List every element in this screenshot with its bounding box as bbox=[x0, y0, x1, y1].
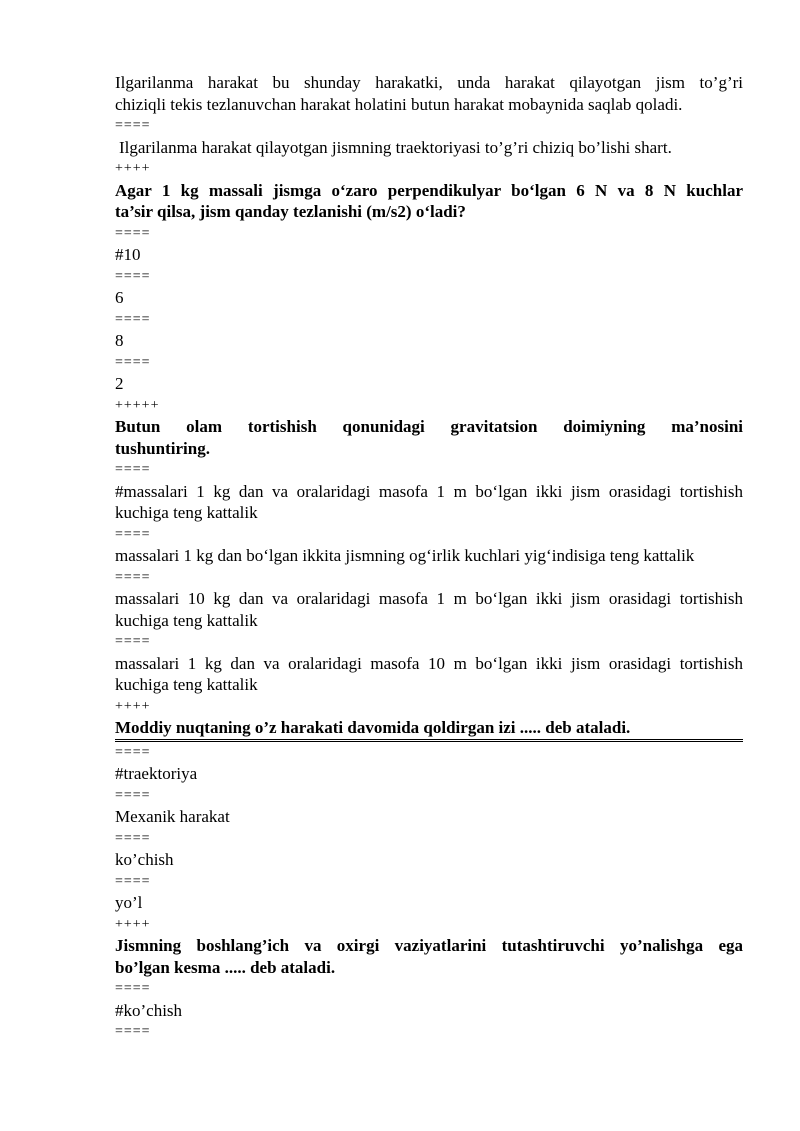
separator-marker: ==== bbox=[115, 830, 151, 846]
text-line: #traektoriya bbox=[115, 764, 198, 783]
text-line: ko’chish bbox=[115, 850, 174, 869]
separator-marker: ==== bbox=[115, 1024, 151, 1039]
text-line: tushuntiring. bbox=[115, 438, 210, 458]
text-line: 2 bbox=[115, 374, 124, 393]
separator-marker: ==== bbox=[115, 354, 151, 370]
question-text bbox=[115, 416, 743, 459]
text-line: yo’l bbox=[115, 893, 143, 912]
text-line: #ko’chish bbox=[115, 1000, 183, 1020]
text-line: kuchiga teng kattalik bbox=[115, 503, 258, 522]
question-text bbox=[115, 180, 743, 223]
answer-text bbox=[115, 481, 743, 524]
separator-marker: ++++ bbox=[115, 916, 151, 932]
answer-text bbox=[115, 244, 743, 266]
text-line: 6 bbox=[115, 288, 124, 307]
text-line: bo’lgan kesma ..... deb ataladi. bbox=[115, 957, 336, 977]
separator-marker: +++++ bbox=[115, 397, 160, 413]
answer-text bbox=[115, 653, 743, 696]
text-line: #10 bbox=[115, 245, 141, 264]
question-text bbox=[115, 717, 743, 742]
text-line: Mexanik harakat bbox=[115, 807, 230, 826]
text-line: Moddiy nuqtaning o’z harakati davomida qoldirgan izi ..... deb ataladi. bbox=[115, 717, 743, 742]
separator-marker: ==== bbox=[115, 569, 151, 585]
text-line: Jismning boshlang’ich va oxirgi vaziyatlarini tutashtiruvchi yo’nalishga ega bbox=[115, 936, 743, 955]
text-line: Butun olam tortishish qonunidagi gravitatsion doimiyning ma’nosini bbox=[115, 417, 743, 436]
separator-marker: ++++ bbox=[115, 698, 151, 714]
answer-text bbox=[115, 330, 743, 352]
separator-marker: ++++ bbox=[115, 161, 151, 176]
text-line: Agar 1 kg massali jismga o‘zaro perpendikulyar bo‘lgan 6 N va 8 N kuchlar bbox=[115, 180, 743, 200]
text-line: chiziqli tekis tezlanuvchan harakat holatini butun harakat mobaynida saqlab qoladi. bbox=[115, 94, 683, 114]
text-line: #massalari 1 kg dan va oralaridagi masofa 1 m bo‘lgan ikki jism orasidagi tortishish bbox=[115, 481, 743, 501]
separator-marker: ==== bbox=[115, 526, 151, 542]
text-line: massalari 10 kg dan va oralaridagi masofa 1 m bo‘lgan ikki jism orasidagi tortishish bbox=[115, 589, 743, 608]
separator-marker: ==== bbox=[115, 981, 151, 996]
text-line: kuchiga teng kattalik bbox=[115, 610, 258, 630]
answer-text bbox=[115, 72, 743, 115]
answer-text bbox=[115, 373, 743, 395]
answer-text bbox=[115, 849, 743, 871]
answer-text bbox=[115, 892, 743, 914]
text-line: massalari 1 kg dan bo‘lgan ikkita jismning og‘irlik kuchlari yig‘indisiga teng kattalik bbox=[115, 546, 695, 565]
answer-text bbox=[115, 545, 743, 567]
separator-marker: ==== bbox=[115, 744, 151, 760]
text-line: ta’sir qilsa, jism qanday tezlanishi (m/s2) o‘ladi? bbox=[115, 202, 466, 221]
answer-text bbox=[115, 1000, 743, 1022]
separator-marker: ==== bbox=[115, 634, 151, 649]
text-line: Ilgarilanma harakat qilayotgan jismning traektoriyasi to’g’ri chiziq bo’lishi shart. bbox=[119, 137, 672, 157]
text-line: kuchiga teng kattalik bbox=[115, 675, 258, 694]
separator-marker: ==== bbox=[115, 873, 151, 889]
text-line: Ilgarilanma harakat bu shunday harakatki, unda harakat qilayotgan jism to’g’ri bbox=[115, 73, 743, 92]
separator-marker: ==== bbox=[115, 462, 151, 477]
separator-marker: ==== bbox=[115, 311, 151, 327]
answer-text bbox=[115, 137, 743, 159]
separator-marker: ==== bbox=[115, 118, 151, 133]
text-line: massalari 1 kg dan va oralaridagi masofa 10 m bo‘lgan ikki jism orasidagi tortishish bbox=[115, 653, 743, 673]
answer-text bbox=[115, 588, 743, 631]
question-text bbox=[115, 935, 743, 978]
separator-marker: ==== bbox=[115, 787, 151, 803]
text-line: 8 bbox=[115, 331, 124, 350]
answer-text bbox=[115, 287, 743, 309]
answer-text bbox=[115, 806, 743, 828]
answer-text bbox=[115, 763, 743, 785]
separator-marker: ==== bbox=[115, 225, 151, 241]
separator-marker: ==== bbox=[115, 268, 151, 284]
